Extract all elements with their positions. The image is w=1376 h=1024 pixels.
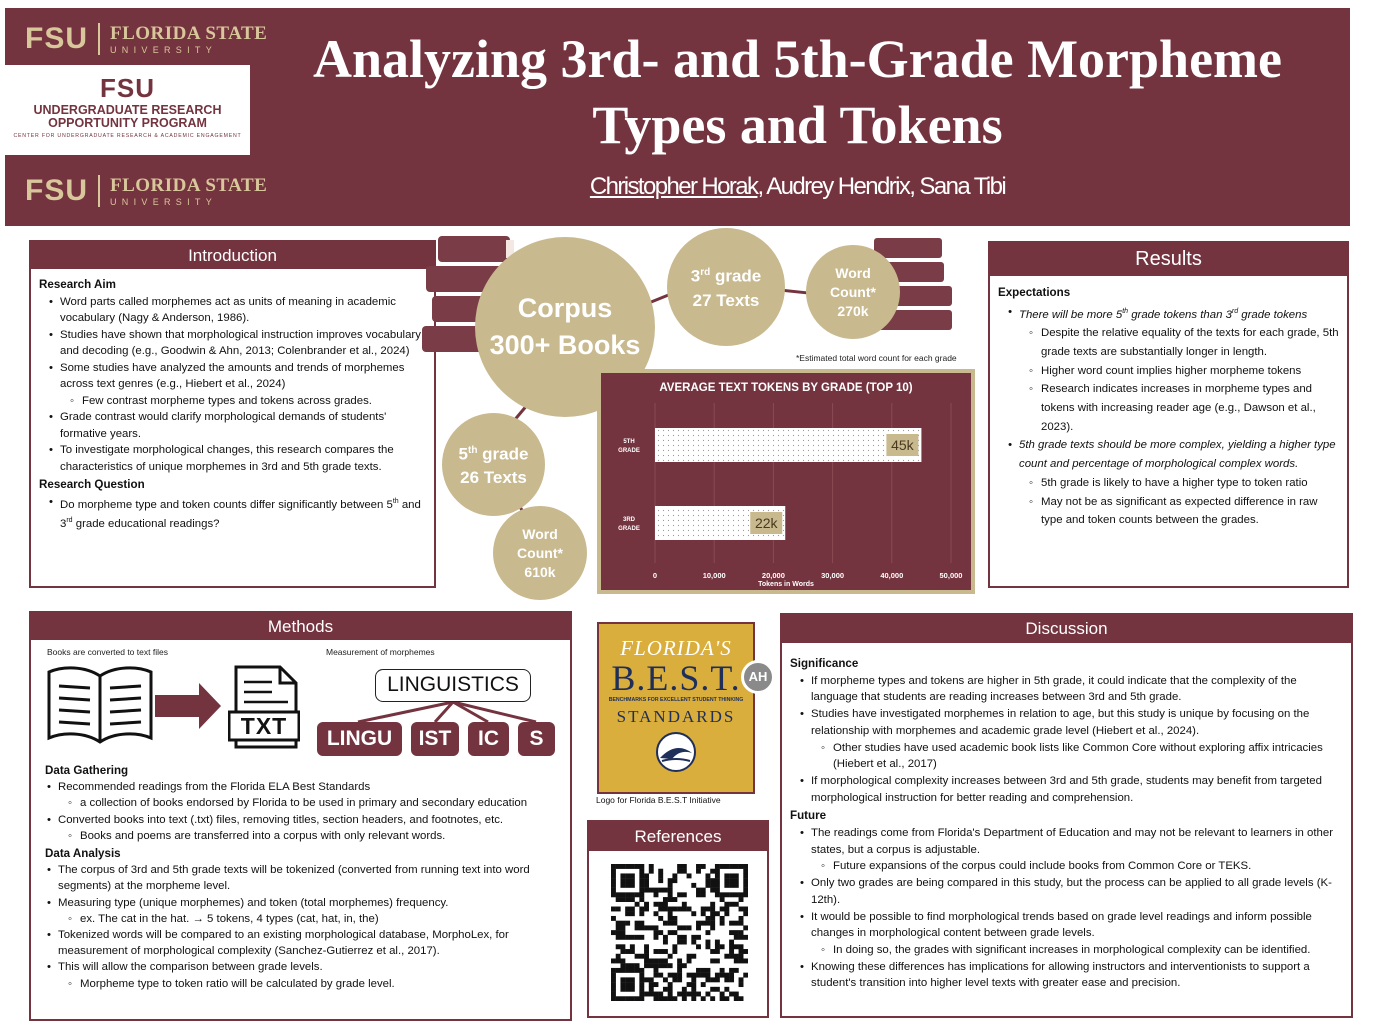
florida-best-logo: FLORIDA'S B.E.S.T. BENCHMARKS FOR EXCELLENT STUDENT THINKING STANDARDS — [597, 622, 755, 794]
grade5-label: 5th grade — [458, 444, 529, 464]
list-subitem: ◦ Morpheme type to token ratio will be calculated by grade level. — [37, 976, 567, 992]
research-aim-label: Research Aim — [39, 278, 116, 291]
grade5-wordcount-circle: Word Count* 610k — [493, 506, 587, 600]
morpheme-tree-lines — [340, 700, 560, 724]
poster-title: Analyzing 3rd- and 5th-Grade Morpheme Types and Tokens — [313, 29, 1282, 155]
list-item: • It would be possible to find morphological trends based on grade level readings and inform possible changes in morphological content between grade levels. — [790, 909, 1343, 942]
wordcount-note: *Estimated total word count for each grade — [796, 353, 957, 363]
references-panel — [587, 820, 769, 1018]
list-subitem: ◦ Books and poems are transferred into a corpus with only relevant words. — [37, 828, 567, 844]
grade3-label: 3rd grade — [690, 266, 762, 286]
fsu-mark: FSU — [25, 22, 88, 55]
co-authors: , Audrey Hendrix, Sana Tibi — [757, 173, 1006, 200]
urop-line3: CENTER FOR UNDERGRADUATE RESEARCH & ACADEMIC ENGAGEMENT — [13, 133, 242, 139]
methods-body — [37, 761, 567, 992]
list-item: • To investigate morphological changes, this research compares the characteristics of unique morphemes in 3rd and 5th grade texts. — [39, 442, 426, 475]
fsu-sub: UNIVERSITY — [110, 196, 218, 207]
list-item: • Only two grades are being compared in this study, but the process can be applied to all grade levels (K-12th). — [790, 875, 1343, 908]
authors — [265, 173, 1330, 201]
grade3-texts: 27 Texts — [692, 290, 760, 310]
list-item: • Knowing these differences has implications for allowing instructors and interventionists to support a student's transition into higher level texts with greater ease and precision. — [790, 959, 1343, 992]
fsu-sub: UNIVERSITY — [110, 44, 218, 55]
chart-xtick-label: 40,000 — [880, 571, 904, 580]
linguistics-word: LINGUISTICS — [375, 669, 531, 702]
expectations-label: Expectations — [998, 286, 1071, 299]
morpheme-lingu: LINGU — [317, 722, 402, 756]
data-analysis-label: Data Analysis — [45, 847, 121, 861]
future-label: Future — [790, 809, 827, 823]
chart-bar — [655, 428, 921, 462]
grade3-wordcount-circle: Word Count* 270k — [806, 245, 900, 339]
list-item: • If morphological complexity increases between 3rd and 5th grade, students may benefit from targeted morphological instruction for better reading and comprehension. — [790, 773, 1343, 806]
list-item: • Studies have shown that morphological instruction improves vocabulary and decoding (e.g., Goodwin & Ahn, 2013; Colenbrander et al., 2024) — [39, 327, 426, 360]
list-subitem: ◦ Research indicates increases in morpheme types and tokens with increasing reader age (e.g., Dawson et al., 2023). — [998, 380, 1339, 436]
qr-code-icon[interactable] — [611, 864, 748, 1001]
list-subitem: ◦ Future expansions of the corpus could include books from Common Core or TEKS. — [790, 858, 1343, 875]
measure-label: Measurement of morphemes — [326, 647, 435, 657]
list-item: • Tokenized words will be compared to an existing morphological database, MorphoLex, for measurement of morphological complexity (Sanchez-Gutierrez et al., 2017). — [37, 927, 567, 959]
open-book-icon — [45, 664, 155, 749]
introduction-panel — [29, 240, 436, 588]
chart-xtick-label: 50,000 — [939, 571, 963, 580]
list-subitem: ◦ a collection of books endorsed by Florida to be used in primary and secondary education — [37, 795, 567, 811]
chart-category-label: 5TH — [623, 439, 635, 445]
discussion-heading: Discussion — [782, 615, 1351, 643]
list-subitem: ◦ 5th grade is likely to have a higher type to token ratio — [998, 474, 1339, 493]
list-item: • If morpheme types and tokens are higher in 5th grade, it could indicate that the complexity of the language that students are reading increases between 3rd and 5th grade. — [790, 673, 1343, 706]
list-item: • The corpus of 3rd and 5th grade texts will be tokenized (converted from running text into word segments) at the morpheme level. — [37, 862, 567, 894]
poster-header — [5, 8, 1350, 226]
chart-xtick-label: 0 — [652, 571, 658, 580]
morpheme-s: S — [518, 722, 555, 756]
grade3-circle — [667, 228, 785, 346]
txt-label: TXT — [240, 713, 288, 739]
chart-category-label: GRADE — [618, 526, 640, 532]
chart-title: AVERAGE TEXT TOKENS BY GRADE (TOP 10) — [659, 382, 913, 394]
corpus-label: Corpus — [517, 293, 613, 323]
list-item: • Word parts called morphemes act as units of meaning in academic vocabulary (Nagy & Anderson, 1986). — [39, 294, 426, 327]
chart-data-label: 45k — [891, 437, 914, 453]
fsu-mark: FSU — [25, 174, 88, 207]
morpheme-ic: IC — [468, 722, 509, 756]
txt-file-icon — [228, 664, 300, 750]
fsu-logo-bottom — [25, 174, 267, 208]
fsu-logo-top — [25, 22, 267, 56]
corpus-count: 300+ Books — [489, 330, 641, 360]
chart-xtick-label: 30,000 — [821, 571, 845, 580]
urop-logo — [5, 65, 250, 155]
list-item: • Measuring type (unique morphemes) and token (total morphemes) frequency. — [37, 895, 567, 911]
avatar[interactable]: AH — [741, 660, 775, 694]
research-question-label: Research Question — [39, 478, 145, 491]
arrow-right-icon — [155, 683, 225, 729]
list-item: • This will allow the comparison between grade levels. — [37, 959, 567, 975]
chart-xtick-label: 10,000 — [702, 571, 726, 580]
list-subitem: ◦ Other studies have used academic book lists like Common Core without exploring affix intricacies (Hiebert et al., 2017) — [790, 740, 1343, 773]
chart-xlabel: Tokens in Words — [758, 581, 814, 588]
urop-line1: UNDERGRADUATE RESEARCH — [33, 103, 222, 117]
morpheme-ist: IST — [411, 722, 459, 756]
chart-category-label: GRADE — [618, 448, 640, 454]
data-gathering-label: Data Gathering — [45, 764, 129, 777]
research-question: • Do morpheme type and token counts differ significantly between 5th and 3rd grade educational readings? — [39, 494, 426, 533]
discussion-panel — [780, 613, 1353, 1018]
urop-mark: FSU — [100, 73, 155, 103]
list-subitem: ◦ Despite the relative equality of the texts for each grade, 5th grade texts are substantially longer in length. — [998, 324, 1339, 361]
introduction-heading: Introduction — [31, 242, 434, 269]
florida-seal-icon — [650, 731, 702, 773]
chart-xtick-label: 20,000 — [761, 571, 785, 580]
list-subitem: ◦ May not be as significant as expected difference in raw type and token counts between the grades. — [998, 493, 1339, 530]
list-item: • Some studies have analyzed the amounts and trends of morphemes across text genres (e.g., Hiebert et al., 2024) — [39, 360, 426, 393]
convert-label: Books are converted to text files — [47, 647, 168, 657]
list-subitem: ◦ Few contrast morpheme types and tokens across grades. — [39, 393, 426, 410]
chart-data-label: 22k — [754, 515, 778, 531]
urop-line2: OPPORTUNITY PROGRAM — [48, 116, 207, 130]
list-item: • Converted books into text (.txt) files, removing titles, section headers, and footnotes, etc. — [37, 812, 567, 828]
token-chart-svg — [601, 373, 971, 590]
list-subitem: ◦ In doing so, the grades with significant increases in morphological complexity can be identified. — [790, 942, 1343, 959]
list-subitem: ◦ Higher word count implies higher morpheme tokens — [998, 362, 1339, 381]
list-item: • Recommended readings from the Florida ELA Best Standards — [37, 779, 567, 795]
significance-label: Significance — [790, 657, 859, 670]
chart-category-label: 3RD — [622, 517, 636, 523]
best-logo-caption: Logo for Florida B.E.S.T Initiative — [596, 795, 721, 805]
fsu-name: FLORIDA STATE — [110, 174, 268, 196]
list-item: • The readings come from Florida's Department of Education and may not be relevant to learners in other states, but a corpus is adjustable. — [790, 825, 1343, 858]
list-subitem: ◦ ex. The cat in the hat. → 5 tokens, 4 types (cat, hat, in, the) — [37, 911, 567, 927]
list-item: • Grade contrast would clarify morphological demands of students' formative years. — [39, 409, 426, 442]
fsu-name: FLORIDA STATE — [110, 22, 268, 44]
grade5-circle — [442, 413, 545, 516]
list-item: • Studies have investigated morphemes in relation to age, but this study is unique by focusing on the relationship with morphemes and academic grade level (Hiebert et al., 2024). — [790, 706, 1343, 739]
methods-heading: Methods — [31, 613, 570, 640]
expectation-2: • 5th grade texts should be more complex, yielding a higher type count and percentage of morphological complex words. — [998, 436, 1339, 473]
expectation-1: • There will be more 5th grade tokens than 3rd grade tokens — [998, 303, 1339, 325]
token-chart — [597, 369, 975, 594]
lead-author-link[interactable]: Christopher Horak — [589, 173, 758, 200]
references-heading: References — [589, 822, 767, 851]
results-panel — [988, 241, 1349, 588]
grade5-texts: 26 Texts — [460, 468, 527, 488]
results-heading: Results — [990, 243, 1347, 276]
